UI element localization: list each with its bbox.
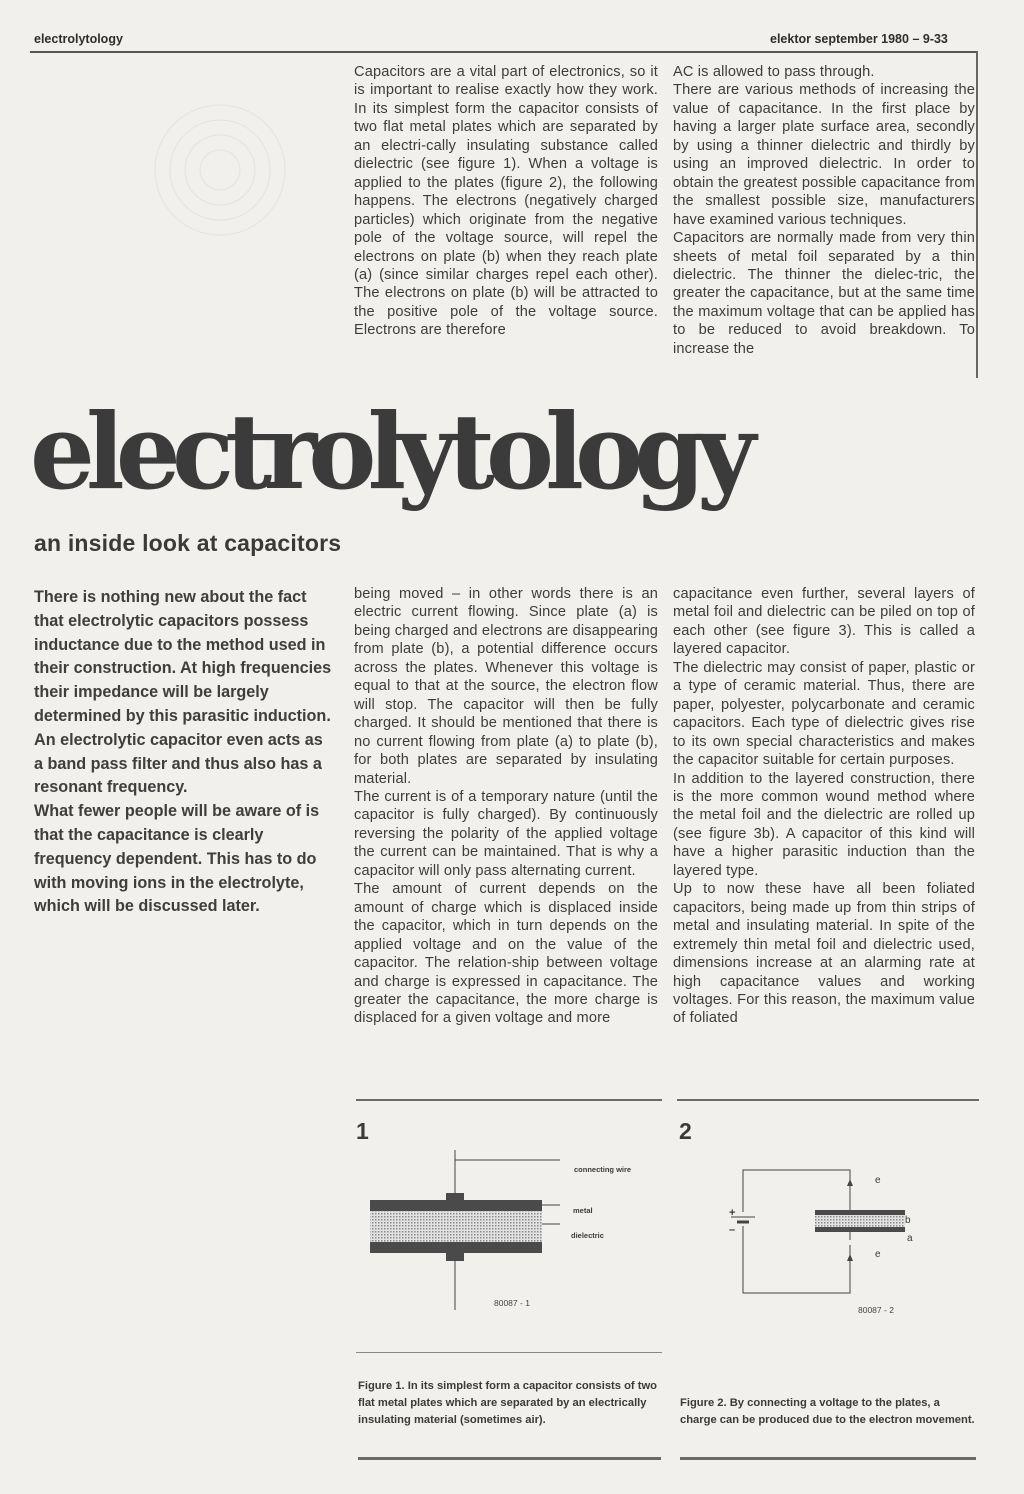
body-column-mid-top (354, 63, 658, 340)
figure-1-code: 80087 - 1 (494, 1298, 530, 1308)
figure-1-bottom-rule (358, 1457, 661, 1460)
figure-1-top-rule (356, 1099, 662, 1101)
figure-2-label-minus: – (729, 1224, 736, 1236)
body-paragraph: Capacitors are a vital part of electronics, so it is important to realise exactly how they work. In its simplest form the capacitor consists of two flat metal plates which are separated by an electri-cally insulating substance called dielectric (see figure 1). When a voltage is applied to the plates (figure 2), the following happens. The electrons (negatively charged particles) which originate from the negative pole of the voltage source, will repel the electrons on plate (b) when they reach plate (a) (since similar charges repel each other). The electrons on plate (b) will be attracted to the positive pole of the voltage source. Electrons are therefore (354, 64, 658, 339)
body-paragraph: capacitance even further, several layers of metal foil and dielectric can be piled on top of each other (see figure 3). This is called a layered capacitor. (673, 586, 975, 658)
figure-2-code: 80087 - 2 (858, 1305, 894, 1315)
figure-1-capacitor-diagram (360, 1150, 560, 1320)
article-title: electrolytology (30, 390, 748, 513)
running-header-section: electrolytology (34, 32, 123, 46)
intro-paragraph: What fewer people will be aware of is that the capacitance is clearly frequency dependent. This has to do with moving ions in the electrolyte, which will be discussed later. (34, 802, 320, 916)
figure-2-label-electron-bottom: e (875, 1249, 881, 1260)
body-column-mid-bottom (354, 585, 658, 1028)
figure-1-caption: Figure 1. In its simplest form a capacitor consists of two flat metal plates which are separated by an electrically insulating material (sometimes air). (358, 1380, 658, 1426)
body-paragraph: The dielectric may consist of paper, plastic or a type of ceramic material. Thus, there are paper, polyester, polycarbonate and ceramic capacitors. Each type of dielectric gives rise to its own special characteristics and makes the capacitor suitable for certain purposes. (673, 659, 975, 769)
body-paragraph: The amount of current depends on the amount of charge which is displaced inside the capacitor, which in turn depends on the applied voltage and on the value of the capacitor. The relation-ship between voltage and charge is expressed in capacitance. The greater the capacitance, the more charge is displaced for a given voltage and more (354, 881, 658, 1027)
figure-2-label-electron-top: e (875, 1175, 881, 1186)
body-column-right-top (673, 63, 975, 358)
figure-2-caption: Figure 2. By connecting a voltage to the plates, a charge can be produced due to the electron movement. (680, 1397, 975, 1426)
body-paragraph: AC is allowed to pass through. (673, 64, 875, 80)
figure-2-top-rule (677, 1099, 979, 1101)
figure-2-label-plate-b: b (905, 1215, 911, 1226)
figure-2-bottom-rule (680, 1457, 976, 1460)
body-column-right-bottom (673, 585, 975, 1028)
figure-1-label-dielectric: dielectric (571, 1231, 604, 1240)
body-paragraph: Up to now these have all been foliated capacitors, being made up from thin strips of metal and insulating material. In spite of the extremely thin metal foil and dielectric used, dimensions increase at an alarming rate at high capacitance values and working voltages. For this reason, the maximum value of foliated (673, 881, 975, 1027)
body-paragraph: There are various methods of increasing the value of capacitance. In the first place by having a larger plate surface area, secondly by using a thinner dielectric and thirdly by using an improved dielectric. In order to obtain the greatest possible capacitance from the smallest possible size, manufacturers have examined various techniques. (673, 82, 975, 228)
figure-2-number: 2 (679, 1118, 692, 1144)
body-paragraph: The current is of a temporary nature (until the capacitor is fully charged). By continuously reversing the polarity of the applied voltage the current can be maintained. That is why a capacitor will only pass alternating current. (354, 788, 658, 879)
figure-2-label-plus: + (729, 1207, 736, 1219)
body-paragraph: Capacitors are normally made from very thin sheets of metal foil separated by a thin dielectric. The thinner the dielec-tric, the greater the capacitance, but at the same time the maximum voltage that can be applied has to be reduced to avoid breakdown. To increase the (673, 230, 975, 357)
figure-1-separator (356, 1352, 662, 1353)
body-paragraph: being moved – in other words there is an electric current flowing. Since plate (a) is being charged and electrons are disappearing from plate (b), a potential difference occurs across the plates. Whenever this voltage is equal to that at the source, the electron flow will stop. The capacitor will then be fully charged. It should be mentioned that there is no current flowing from plate (a) to plate (b), for both plates are separated by insulating material. (354, 586, 658, 787)
intro-standfirst (34, 586, 334, 919)
figure-1-label-metal: metal (573, 1206, 593, 1215)
body-paragraph: In addition to the layered construction, there is the more common wound method where the metal foil and the dielectric are rolled up (see figure 3b). A capacitor of this kind will have a higher parasitic induction than the layered type. (673, 770, 975, 879)
article-subtitle: an inside look at capacitors (34, 530, 342, 556)
running-header-issue: elektor september 1980 – 9-33 (770, 32, 948, 46)
figure-2-label-plate-a: a (907, 1233, 913, 1244)
intro-paragraph: There is nothing new about the fact that electrolytic capacitors possess inductance due to the method used in their construction. At high frequencies their impedance will be largely determined by this parasitic induction. An electrolytic capacitor even acts as a band pass filter and thus also has a resonant frequency. (34, 588, 332, 797)
page-edge-rule (976, 51, 978, 378)
figure-1-label-wire: connecting wire (574, 1165, 632, 1174)
bleed-through-artwork (130, 60, 310, 260)
header-rule (30, 51, 978, 53)
figure-1-number: 1 (356, 1118, 369, 1144)
